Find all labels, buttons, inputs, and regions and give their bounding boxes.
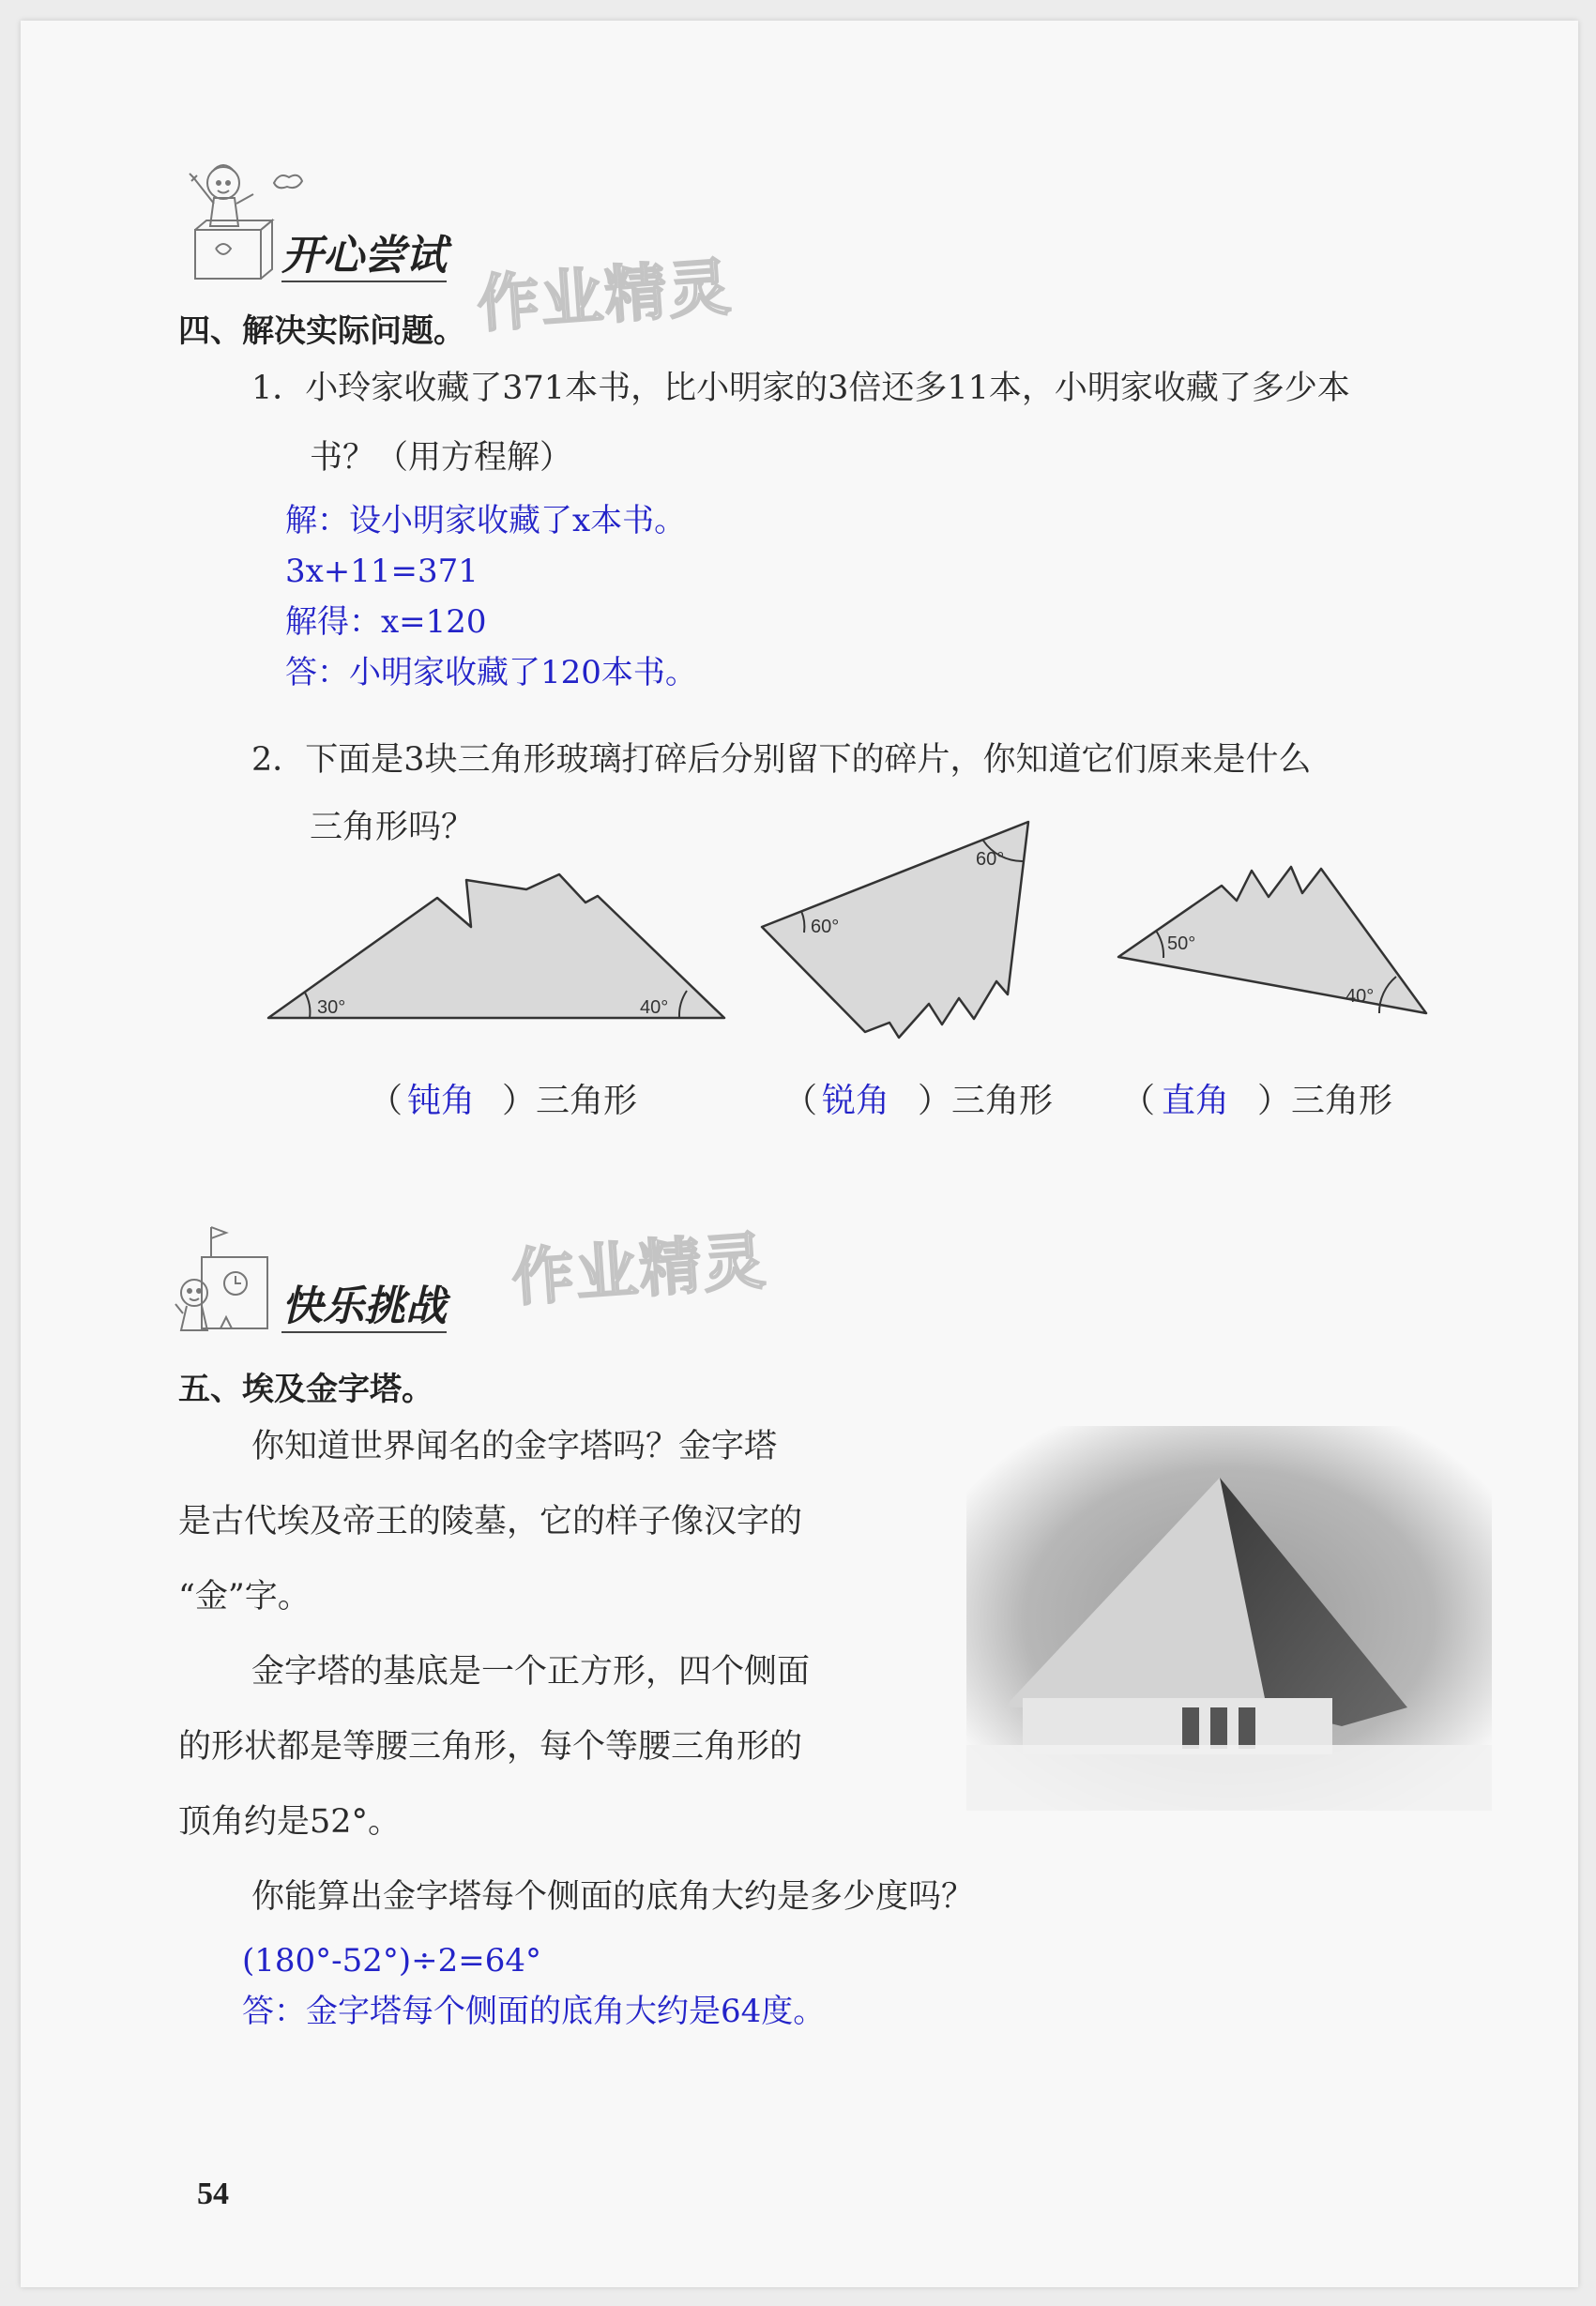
fragment-2-angle-top: 60° — [976, 849, 1005, 870]
pyramid-photo — [966, 1426, 1492, 1811]
q1-solution-line-3: 解得：x=120 — [285, 603, 487, 641]
answer-3-blank: 直角 — [1162, 1082, 1230, 1120]
para-1-line-1: 你知道世界闻名的金字塔吗？金字塔 — [251, 1428, 778, 1465]
question-text: 你能算出金字塔每个侧面的底角大约是多少度吗？ — [251, 1878, 975, 1916]
para-2-line-2: 的形状都是等腰三角形，每个等腰三角形的 — [178, 1728, 803, 1766]
watermark-2: 作业精灵 — [509, 1224, 769, 1315]
fragment-1-angle-right: 40° — [640, 997, 669, 1018]
para-2-line-3: 顶角约是52°。 — [178, 1803, 402, 1841]
q1-solution-line-1: 解：设小明家收藏了x本书。 — [285, 502, 687, 539]
section-heading-happy-challenge: 快乐挑战 — [281, 1283, 447, 1333]
q5-solution-line-2: 答：金字塔每个侧面的底角大约是64度。 — [242, 1993, 826, 2030]
question-2-line-1: 2．下面是3块三角形玻璃打碎后分别留下的碎片，你知道它们原来是什么 — [251, 741, 1312, 779]
q1-solution-line-2: 3x+11=371 — [285, 553, 479, 590]
answer-1-close: ）三角形 — [502, 1082, 638, 1120]
para-2-line-1: 金字塔的基底是一个正方形，四个侧面 — [251, 1653, 811, 1691]
para-1-line-2: 是古代埃及帝王的陵墓，它的样子像汉字的 — [178, 1503, 803, 1540]
answer-3-open-paren: （ — [1121, 1082, 1156, 1120]
problem-4-title: 四、解决实际问题。 — [178, 312, 465, 350]
section-heading-happy-try: 开心尝试 — [281, 233, 447, 282]
question-1-line-1: 1．小玲家收藏了371本书，比小明家的3倍还多11本，小明家收藏了多少本 — [251, 370, 1350, 407]
triangle-fragments-figure — [253, 807, 1436, 1051]
fragment-1-angle-left: 30° — [317, 997, 346, 1018]
answer-3-close: ）三角形 — [1257, 1082, 1393, 1120]
fragment-3-angle-right: 40° — [1345, 986, 1375, 1007]
problem-5-title: 五、埃及金字塔。 — [178, 1371, 433, 1408]
watermark: 作业精灵 — [475, 250, 735, 341]
page-number: 54 — [197, 2177, 229, 2211]
question-1-line-2: 书？（用方程解） — [310, 439, 573, 477]
q1-solution-line-4: 答：小明家收藏了120本书。 — [285, 654, 697, 691]
answer-1-open-paren: （ — [369, 1082, 403, 1120]
mascot-2-illustration — [174, 1220, 296, 1342]
answer-2-close: ）三角形 — [918, 1082, 1054, 1120]
fragment-3-angle-left: 50° — [1167, 933, 1196, 954]
para-1-line-3: “金”字。 — [178, 1578, 311, 1616]
answer-1-blank: 钝角 — [407, 1082, 476, 1120]
question-2-line-2: 三角形吗？ — [310, 809, 475, 846]
q5-solution-line-1: (180°-52°)÷2=64° — [242, 1942, 542, 1980]
fragment-2-angle-left: 60° — [811, 917, 840, 937]
fragment-3 — [1118, 867, 1426, 1013]
answer-2-blank: 锐角 — [822, 1082, 890, 1120]
answer-2-open-paren: （ — [783, 1082, 818, 1120]
